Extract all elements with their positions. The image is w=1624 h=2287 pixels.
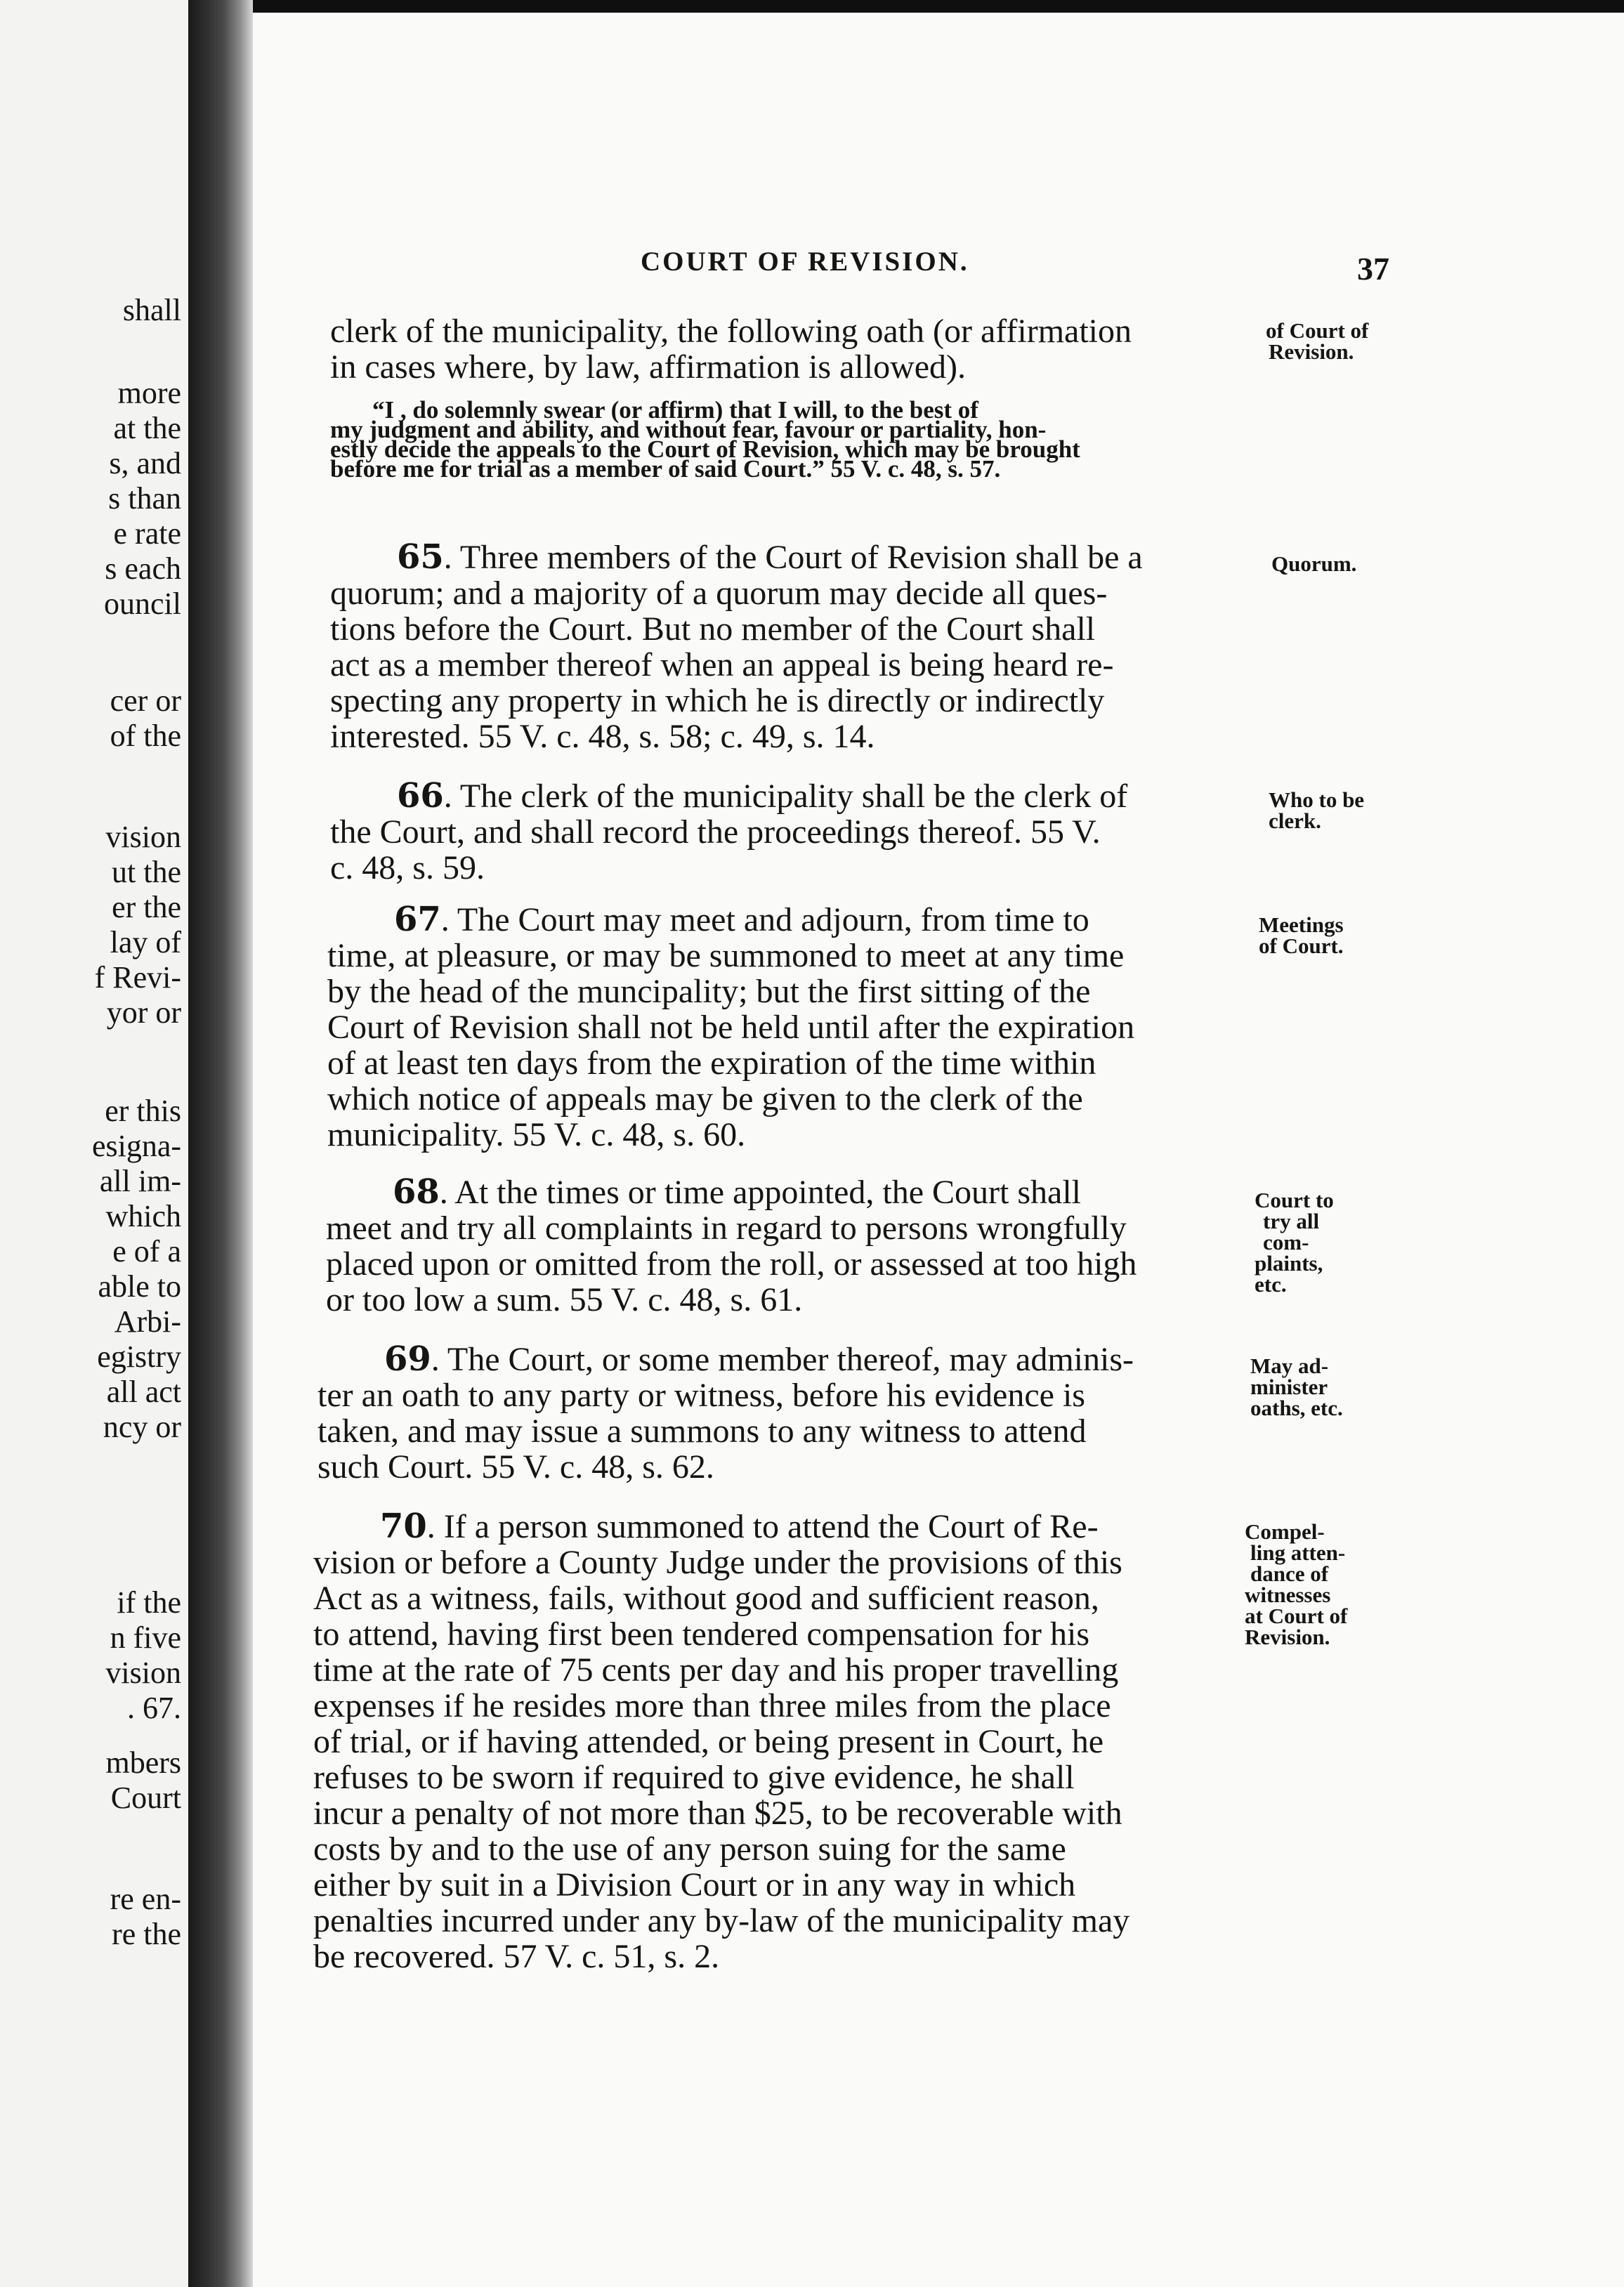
left-fragment: esigna- (91, 1129, 181, 1163)
text-line: which notice of appeals may be given to the clerk of the (327, 1080, 1083, 1118)
section-70 (313, 1509, 1129, 1974)
left-fragment: ncy or (103, 1410, 181, 1444)
section-67 (327, 902, 1134, 1153)
text-line: quorum; and a majority of a quorum may decide all ques- (330, 575, 1108, 612)
left-fragment: cer or (110, 683, 181, 718)
left-fragment: . 67. (127, 1691, 181, 1725)
margin-note-line: at Court of (1245, 1604, 1348, 1628)
margin-note-meetings (1259, 912, 1344, 958)
margin-note-clerk (1269, 789, 1364, 832)
text-line: . The clerk of the municipality shall be the clerk of (443, 778, 1128, 815)
text-line: incur a penalty of not more than $25, to be recoverable with (313, 1795, 1122, 1832)
text-line: vision or before a County Judge under the provisions of this (313, 1544, 1122, 1581)
text-line: . Three members of the Court of Revision shall be a (443, 539, 1143, 576)
margin-note-line: of Court. (1259, 933, 1344, 958)
text-line: . The Court, or some member thereof, may adminis- (431, 1341, 1134, 1378)
section-number: 70 (380, 1507, 427, 1546)
text-line: specting any property in which he is directly or indirectly (330, 682, 1105, 719)
text-line: be recovered. 57 V. c. 51, s. 2. (313, 1938, 720, 1975)
margin-note-line: Quorum. (1271, 551, 1357, 576)
text-line: refuses to be sworn if required to give evidence, he shall (313, 1759, 1075, 1796)
left-fragment: e of a (112, 1234, 181, 1269)
section-number: 66 (397, 776, 444, 815)
margin-note-complaints (1255, 1190, 1334, 1295)
text-line: clerk of the municipality, the following oath (or affirmation (330, 313, 1132, 350)
oath-text (330, 396, 1080, 483)
text-line: time, at pleasure, or may be summoned to meet at any time (327, 937, 1125, 974)
left-fragment: vision (105, 820, 181, 854)
text-line: tions before the Court. But no member of the Court shall (330, 610, 1096, 648)
left-fragment: more (117, 376, 181, 410)
left-fragment: s, and (109, 446, 181, 480)
text-line: expenses if he resides more than three miles from the place (313, 1687, 1111, 1724)
left-fragment: Arbi- (114, 1304, 181, 1339)
text-line: penalties incurred under any by-law of the municipality may (313, 1902, 1130, 1939)
section-69 (317, 1339, 1134, 1486)
left-fragment: all act (106, 1375, 181, 1409)
section-number: 65 (397, 537, 444, 577)
oath-line: estly decide the appeals to the Court of Revision, which may be brought (330, 435, 1080, 463)
left-fragment: mbers (105, 1745, 181, 1780)
left-fragment: egistry (97, 1339, 181, 1374)
oath-line: my judgment and ability, and without fear, favour or partiality, hon- (330, 416, 1047, 443)
text-line: costs by and to the use of any person suing for the same (313, 1830, 1066, 1868)
left-fragment: ut the (112, 855, 181, 889)
left-fragment: Court (110, 1781, 181, 1815)
margin-note-line: plaints, (1255, 1251, 1323, 1276)
margin-note-line: witnesses (1245, 1582, 1331, 1607)
text-line: municipality. 55 V. c. 48, s. 60. (327, 1116, 746, 1153)
margin-note-line: clerk. (1269, 808, 1321, 833)
left-fragment: lay of (110, 925, 181, 959)
margin-note-line: May ad- (1250, 1354, 1329, 1378)
left-fragment: re the (112, 1917, 181, 1951)
margin-note-line: com- (1263, 1230, 1309, 1254)
section-number: 69 (384, 1339, 431, 1379)
running-head: COURT OF REVISION. (641, 247, 969, 277)
margin-note-line: Who to be (1269, 787, 1365, 812)
text-line: the Court, and shall record the proceedings thereof. 55 V. (330, 813, 1101, 851)
margin-note-line: Compel- (1245, 1519, 1325, 1544)
opening-paragraph (330, 313, 1261, 385)
text-line: to attend, having first been tendered compensation for his (313, 1616, 1090, 1653)
text-line: Court of Revision shall not be held until after the expiration (327, 1009, 1135, 1046)
margin-note-opening (1266, 320, 1368, 362)
left-fragment: vision (105, 1656, 181, 1690)
book-gutter (188, 0, 253, 2287)
left-fragment: yor or (106, 995, 181, 1030)
oath-line: “I , do solemnly swear (or affirm) that I will, to the best of (372, 396, 978, 424)
margin-note-line: Revision. (1245, 1625, 1330, 1649)
left-fragment: s than (108, 481, 181, 516)
text-line: or too low a sum. 55 V. c. 48, s. 61. (326, 1281, 803, 1318)
margin-note-compelling (1245, 1521, 1347, 1648)
section-number: 67 (394, 900, 441, 939)
margin-note-line: try all (1263, 1209, 1320, 1233)
margin-note-line: etc. (1255, 1272, 1287, 1297)
oath-line: before me for trial as a member of said Court.” 55 V. c. 48, s. 57. (330, 455, 1001, 483)
text-line: by the head of the muncipality; but the first sitting of the (327, 973, 1091, 1010)
page-number: 37 (1357, 251, 1389, 287)
margin-note-quorum (1271, 553, 1356, 575)
left-fragment: at the (113, 411, 181, 445)
margin-note-line: Court to (1255, 1188, 1334, 1212)
left-facing-page (0, 0, 188, 2287)
left-fragment: er the (112, 890, 181, 924)
margin-note-line: dance of (1250, 1561, 1329, 1586)
left-fragment: which (105, 1199, 181, 1233)
left-fragment: er this (105, 1094, 181, 1128)
left-fragment: shall (122, 293, 181, 327)
margin-note-line: of Court of (1266, 318, 1369, 343)
text-line: in cases where, by law, affirmation is allowed). (330, 348, 967, 386)
left-fragment: n five (110, 1620, 181, 1655)
text-line: c. 48, s. 59. (330, 849, 485, 886)
text-line: . The Court may meet and adjourn, from time to (440, 901, 1089, 938)
margin-note-line: ling atten- (1250, 1540, 1346, 1565)
top-edge-shadow (232, 0, 1624, 13)
text-line: ter an oath to any party or witness, before his evidence is (317, 1377, 1085, 1414)
left-fragment: of the (110, 719, 181, 753)
text-line: such Court. 55 V. c. 48, s. 62. (317, 1448, 714, 1486)
section-number: 68 (393, 1172, 440, 1212)
text-line: placed upon or omitted from the roll, or assessed at too high (326, 1245, 1137, 1283)
margin-note-line: minister (1250, 1375, 1328, 1399)
text-line: taken, and may issue a summons to any witness to attend (317, 1413, 1087, 1450)
text-line: either by suit in a Division Court or in any way in which (313, 1866, 1076, 1903)
left-fragment: e rate (113, 516, 181, 551)
left-fragment: able to (98, 1269, 181, 1304)
left-fragment: f Revi- (94, 960, 181, 995)
left-fragment: ouncil (104, 587, 181, 621)
margin-note-oaths (1250, 1356, 1343, 1419)
margin-note-line: oaths, etc. (1250, 1396, 1343, 1420)
text-line: of at least ten days from the expiration of the time within (327, 1044, 1096, 1082)
section-66 (330, 778, 1127, 886)
text-line: . At the times or time appointed, the Court shall (439, 1174, 1081, 1211)
text-line: act as a member thereof when an appeal is being heard re- (330, 646, 1114, 683)
left-fragment: all im- (99, 1164, 181, 1198)
text-line: time at the rate of 75 cents per day and his proper travelling (313, 1651, 1119, 1689)
section-68 (326, 1174, 1137, 1318)
text-line: Act as a witness, fails, without good and sufficient reason, (313, 1580, 1099, 1617)
text-line: interested. 55 V. c. 48, s. 58; c. 49, s. 14. (330, 718, 875, 755)
section-65 (330, 539, 1143, 754)
left-fragment: re en- (110, 1882, 181, 1916)
left-fragment: if the (117, 1585, 181, 1620)
text-line: . If a person summoned to attend the Court of Re- (426, 1508, 1099, 1545)
left-fragment: s each (105, 551, 181, 586)
margin-note-line: Meetings (1259, 912, 1344, 937)
margin-note-line: Revision. (1269, 339, 1354, 364)
text-line: of trial, or if having attended, or being present in Court, he (313, 1723, 1104, 1760)
text-line: meet and try all complaints in regard to persons wrongfully (326, 1210, 1127, 1247)
